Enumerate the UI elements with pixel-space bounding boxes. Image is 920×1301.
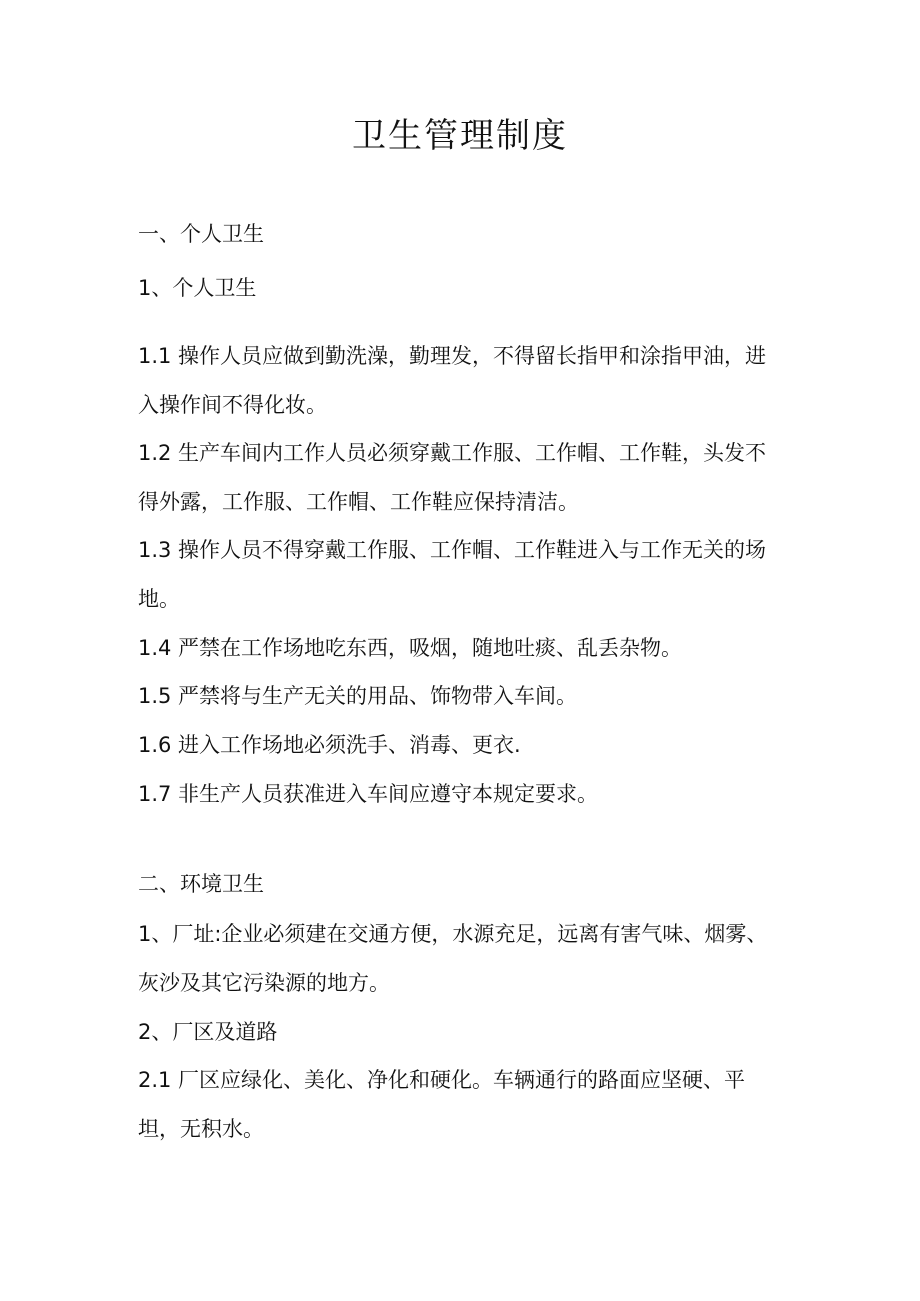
subsection-heading-factory-roads: 2、厂区及道路 [138,1020,278,1044]
item-text: 严禁将与生产无关的用品、饰物带入车间。 [178,684,577,708]
subsection-heading-personal-hygiene: 1、个人卫生 [138,276,257,300]
item-number: 1.1 [138,344,172,368]
item-number: 1.2 [138,441,172,465]
item-number: 1.6 [138,733,172,757]
list-item-1-3 [138,526,778,624]
item-number: 1.4 [138,636,172,660]
item-text: 操作人员不得穿戴工作服、工作帽、工作鞋进入与工作无关的场地。 [138,538,766,611]
item-text: 操作人员应做到勤洗澡，勤理发，不得留长指甲和涂指甲油，进入操作间不得化妆。 [138,344,766,417]
item-text: 非生产人员获准进入车间应遵守本规定要求。 [178,782,598,806]
list-item-2-1 [138,1056,778,1154]
document-title: 卫生管理制度 [352,116,568,156]
list-item-1-6 [138,729,788,761]
list-item-1-1 [138,332,778,430]
item-number: 1.7 [138,782,172,806]
list-item-1-4 [138,632,788,664]
item-number: 2.1 [138,1068,172,1092]
list-item-site: 1、厂址:企业必须建在交通方便，水源充足，远离有害气味、烟雾、灰沙及其它污染源的地方。 [138,922,768,995]
item-text: 厂区应绿化、美化、净化和硬化。车辆通行的路面应坚硬、平坦，无积水。 [138,1068,745,1141]
item-number: 1.3 [138,538,172,562]
item-number: 1.5 [138,684,172,708]
list-item-1-7 [138,778,788,810]
item-text: 进入工作场地必须洗手、消毒、更衣. [178,733,521,757]
section-heading-environmental-hygiene: 二、环境卫生 [138,872,264,896]
item-text: 严禁在工作场地吃东西，吸烟，随地吐痰、乱丢杂物。 [178,636,682,660]
list-item-1-2 [138,429,778,527]
item-text: 生产车间内工作人员必须穿戴工作服、工作帽、工作鞋，头发不得外露，工作服、工作帽、工作鞋应保持清洁。 [138,441,766,514]
list-item-1-5 [138,680,788,712]
section-heading-personal-hygiene: 一、个人卫生 [138,222,264,246]
